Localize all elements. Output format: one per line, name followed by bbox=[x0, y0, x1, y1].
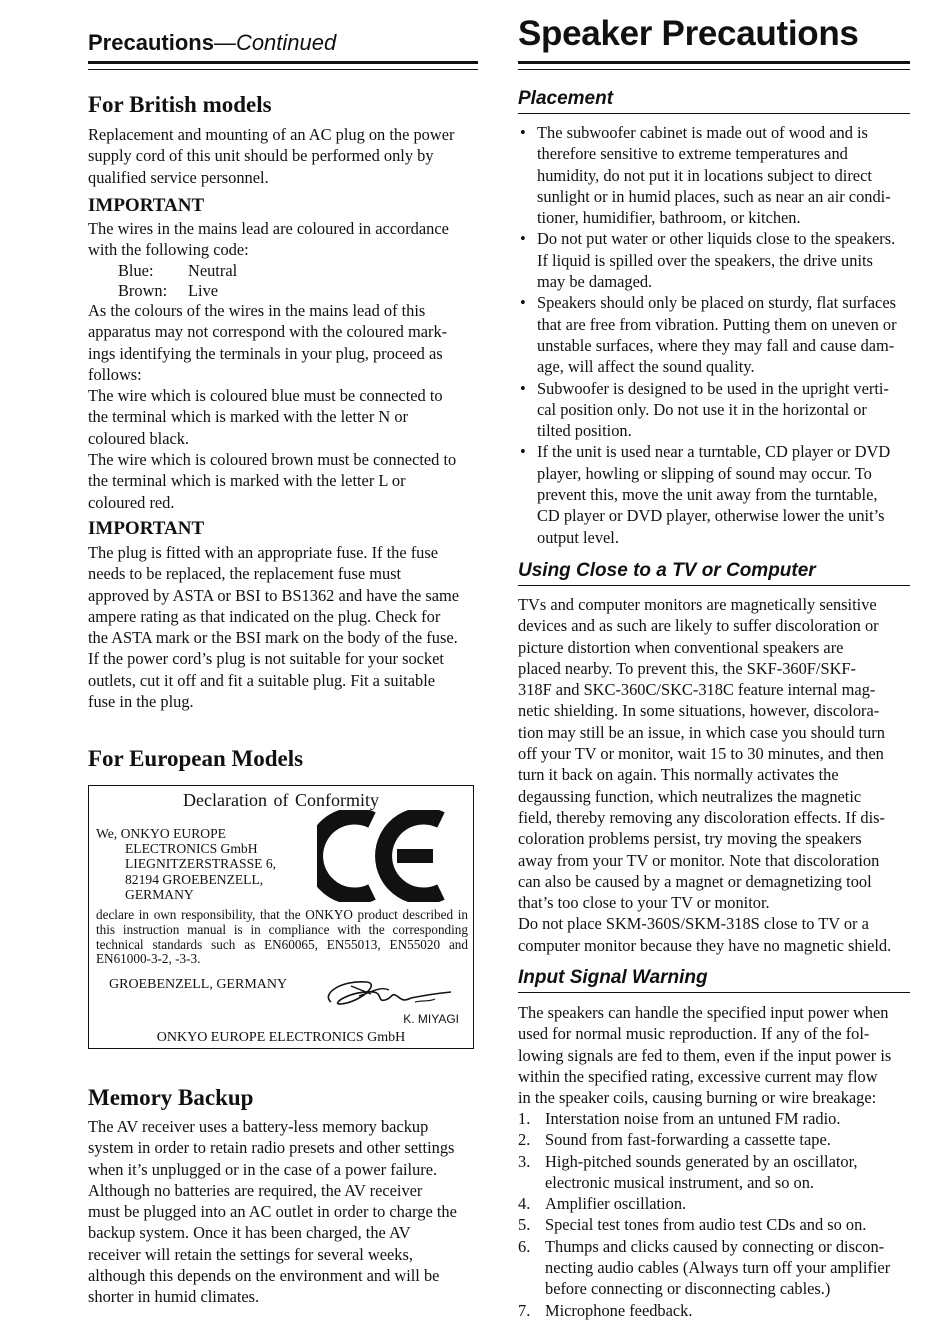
text-line: necting audio cables (Always turn off your amplifier bbox=[545, 1258, 891, 1278]
declaration-address bbox=[96, 826, 276, 902]
text-line: picture distortion when conventional speakers are bbox=[518, 637, 844, 657]
list-item bbox=[518, 292, 910, 377]
item-number: 1. bbox=[518, 1109, 531, 1128]
text-line: tion may still be an issue, in which case you should turn bbox=[518, 722, 885, 742]
text-line: turn it back on again. This normally activates the bbox=[518, 765, 839, 785]
running-head-title: Precautions bbox=[88, 30, 214, 55]
text-line: Do not put water or other liquids close to the speakers. bbox=[537, 229, 896, 249]
code-key: Brown: bbox=[118, 281, 168, 300]
text-line: netic shielding. In some situations, however, discolora- bbox=[518, 701, 880, 721]
text-line: Interstation noise from an untuned FM radio. bbox=[545, 1109, 841, 1128]
text-line: The AV receiver uses a battery-less memory backup bbox=[88, 1117, 429, 1136]
input-signal-heading: Input Signal Warning bbox=[518, 967, 910, 993]
bullet-icon: • bbox=[520, 293, 526, 313]
list-item bbox=[518, 441, 910, 547]
text-line: Speakers should only be placed on sturdy, flat surfaces bbox=[537, 293, 896, 313]
text-line: sunlight or in humid places, such as near an air condi- bbox=[537, 186, 891, 206]
text-line: Do not place SKM-360S/SKM-318S close to TV or a bbox=[518, 914, 869, 934]
text-line: off your TV or monitor, wait 15 to 30 minutes, and then bbox=[518, 744, 884, 764]
page-title: Speaker Precautions bbox=[518, 14, 859, 53]
text-line: age, will affect the sound quality. bbox=[537, 357, 755, 377]
text-line: that are free from vibration. Putting them on uneven or bbox=[537, 314, 897, 334]
text-line: Microphone feedback. bbox=[545, 1300, 693, 1320]
text-line: supply cord of this unit should be performed only by bbox=[88, 146, 434, 166]
text-line: tioner, humidifier, bathroom, or kitchen. bbox=[537, 208, 801, 228]
text-line: ampere rating as that indicated on the plug. Check for bbox=[88, 606, 441, 626]
text-line: away from your TV or monitor. Note that discoloration bbox=[518, 850, 880, 870]
text-line: therefore sensitive to extreme temperatures and bbox=[537, 144, 848, 164]
text-line: computer monitor because they have no magnetic shield. bbox=[518, 935, 892, 955]
list-item bbox=[518, 1236, 910, 1300]
address-line: GERMANY bbox=[125, 886, 194, 902]
text-line: humidity, do not put it in locations subject to direct bbox=[537, 165, 872, 185]
text-line: in the speaker coils, causing burning or wire breakage: bbox=[518, 1088, 877, 1108]
text-line: output level. bbox=[537, 527, 619, 547]
tv-computer-heading: Using Close to a TV or Computer bbox=[518, 560, 910, 586]
tv-computer-body bbox=[518, 594, 910, 956]
text-line: The wire which is coloured brown must be connected to bbox=[88, 450, 457, 470]
running-head bbox=[88, 30, 478, 56]
text-line: system in order to retain radio presets and other settings bbox=[88, 1138, 455, 1158]
declaration-place: GROEBENZELL, GERMANY bbox=[109, 977, 288, 992]
list-item bbox=[518, 1214, 910, 1235]
address-line: 82194 GROEBENZELL, bbox=[125, 871, 264, 887]
list-item bbox=[518, 228, 910, 292]
list-item bbox=[518, 378, 910, 442]
text-line: may be damaged. bbox=[537, 272, 653, 292]
text-line: must be plugged into an AC outlet in order to charge the bbox=[88, 1202, 457, 1222]
code-row-brown bbox=[118, 281, 218, 301]
placement-list bbox=[518, 122, 910, 548]
text-line: Special test tones from audio test CDs and so on. bbox=[545, 1215, 867, 1235]
text-line: when it’s unplugged or in the case of a power failure. bbox=[88, 1159, 438, 1179]
text-line: can also be caused by a magnet or demagnetizing tool bbox=[518, 871, 872, 891]
ce-mark-logo bbox=[317, 810, 447, 902]
input-signal-list bbox=[518, 1108, 910, 1321]
code-val: Neutral bbox=[188, 261, 238, 280]
text-line: coloration problems persist, try moving the speakers bbox=[518, 829, 862, 849]
text-line: The wire which is coloured blue must be connected to bbox=[88, 386, 443, 406]
text-line: apparatus may not correspond with the coloured mark- bbox=[88, 322, 448, 342]
text-line: shorter in humid climates. bbox=[88, 1287, 260, 1307]
text-line: If the unit is used near a turntable, CD player or DVD bbox=[537, 442, 891, 462]
text-line: Subwoofer is designed to be used in the upright verti- bbox=[537, 378, 889, 398]
declaration-company: ONKYO EUROPE ELECTRONICS GmbH bbox=[156, 1030, 406, 1045]
declaration-box bbox=[88, 785, 474, 1049]
text-line: backup system. Once it has been charged, the AV bbox=[88, 1223, 411, 1243]
code-key: Blue: bbox=[118, 261, 154, 280]
important-heading-2: IMPORTANT bbox=[88, 518, 205, 539]
list-item bbox=[518, 1300, 910, 1321]
text-line: the ASTA mark or the BSI mark on the body of the fuse. bbox=[88, 628, 458, 648]
text-line: prevent this, move the unit away from the turntable, bbox=[537, 485, 878, 505]
memory-backup-body bbox=[88, 1116, 457, 1308]
text-line: before connecting or disconnecting cables.) bbox=[545, 1279, 831, 1299]
bullet-icon: • bbox=[520, 229, 526, 249]
text-line: ings identifying the terminals in your plug, proceed as bbox=[88, 343, 443, 363]
text-line: within the specified rating, excessive current may flow bbox=[518, 1066, 878, 1086]
text-line: that’s too close to your TV or monitor. bbox=[518, 893, 770, 913]
text-line: used for normal music reproduction. If any of the fol- bbox=[518, 1024, 870, 1044]
text-line: follows: bbox=[88, 364, 142, 384]
text-line: As the colours of the wires in the mains lead of this bbox=[88, 301, 426, 320]
list-item bbox=[518, 122, 910, 228]
text-line: TVs and computer monitors are magnetically sensitive bbox=[518, 595, 877, 614]
european-models-heading: For European Models bbox=[88, 746, 304, 771]
text-line: High-pitched sounds generated by an oscillator, bbox=[545, 1151, 858, 1171]
item-number: 3. bbox=[518, 1151, 531, 1171]
text-line: outlets, cut it off and fit a suitable plug. Fit a suitable bbox=[88, 670, 436, 690]
address-line: LIEGNITZERSTRASSE 6, bbox=[125, 856, 277, 872]
text-line: tilted position. bbox=[537, 421, 632, 441]
text-line: If liquid is spilled over the speakers, the drive units bbox=[537, 250, 873, 270]
wires-body bbox=[88, 300, 456, 513]
text-line: qualified service personnel. bbox=[88, 167, 269, 187]
text-line: with the following code: bbox=[88, 240, 249, 260]
declaration-statement: declare in own responsibility, that the ONKYO product described in this instruction manual is in compliance with the corresponding technical standards such as EN60065, EN55013, EN55020 and EN61000-3-2, -3-3. bbox=[96, 907, 468, 967]
british-models-heading: For British models bbox=[88, 92, 272, 117]
declaration-signatory: K. MIYAGI bbox=[403, 1012, 459, 1026]
text-line: approved by ASTA or BSI to BS1362 and have the same bbox=[88, 585, 460, 605]
list-item bbox=[518, 1151, 910, 1194]
bullet-icon: • bbox=[520, 378, 526, 398]
input-signal-intro bbox=[518, 1002, 910, 1108]
important-heading-1: IMPORTANT bbox=[88, 195, 205, 216]
text-line: the terminal which is marked with the letter L or bbox=[88, 471, 406, 491]
address-line: ONKYO EUROPE bbox=[120, 826, 226, 841]
text-line: Although no batteries are required, the AV receiver bbox=[88, 1180, 423, 1200]
text-line: lowing signals are fed to them, even if the input power is bbox=[518, 1045, 892, 1065]
text-line: placed nearby. To prevent this, the SKF-360F/SKF- bbox=[518, 658, 857, 678]
text-line: 318F and SKC-360C/SKC-318C feature internal mag- bbox=[518, 680, 876, 700]
text-line: electronic musical instrument, and so on. bbox=[545, 1172, 815, 1192]
fuse-body bbox=[88, 542, 459, 712]
text-line: although this depends on the environment and will be bbox=[88, 1266, 440, 1286]
signature-image bbox=[311, 972, 461, 1014]
item-number: 6. bbox=[518, 1236, 531, 1256]
text-line: fuse in the plug. bbox=[88, 692, 194, 712]
text-line: player, howling or slipping of sound may occur. To bbox=[537, 463, 872, 483]
text-line: Thumps and clicks caused by connecting or discon- bbox=[545, 1236, 885, 1256]
text-line: coloured red. bbox=[88, 492, 175, 512]
text-line: coloured black. bbox=[88, 428, 190, 448]
list-item bbox=[518, 1193, 910, 1214]
text-line: The plug is fitted with an appropriate fuse. If the fuse bbox=[88, 543, 439, 562]
item-number: 2. bbox=[518, 1130, 531, 1150]
list-item bbox=[518, 1108, 910, 1129]
text-line: devices and as such are likely to suffer discoloration or bbox=[518, 616, 879, 636]
code-row-blue bbox=[118, 261, 237, 281]
wires-intro bbox=[88, 218, 449, 261]
placement-heading: Placement bbox=[518, 88, 910, 114]
text-line: degaussing function, which neutralizes the magnetic bbox=[518, 786, 862, 806]
list-item bbox=[518, 1129, 910, 1150]
item-number: 5. bbox=[518, 1215, 531, 1235]
text-line: CD player or DVD player, otherwise lower the unit’s bbox=[537, 506, 885, 526]
bullet-icon: • bbox=[520, 123, 526, 142]
text-line: The speakers can handle the specified input power when bbox=[518, 1003, 889, 1022]
text-line: the terminal which is marked with the letter N or bbox=[88, 407, 408, 427]
bullet-icon: • bbox=[520, 442, 526, 462]
british-intro bbox=[88, 124, 454, 188]
header-rule bbox=[88, 61, 478, 70]
title-rule bbox=[518, 61, 910, 70]
running-head-continued: —Continued bbox=[213, 30, 337, 55]
we-label: We, bbox=[96, 826, 118, 841]
text-line: Replacement and mounting of an AC plug on the power bbox=[88, 125, 455, 144]
address-line: ELECTRONICS GmbH bbox=[125, 841, 258, 857]
text-line: field, thereby removing any discoloration effects. If dis- bbox=[518, 807, 886, 827]
declaration-title: Declaration of Conformity bbox=[183, 790, 379, 810]
text-line: cal position only. Do not use it in the horizontal or bbox=[537, 399, 867, 419]
text-line: If the power cord’s plug is not suitable for your socket bbox=[88, 649, 444, 669]
text-line: Sound from fast-forwarding a cassette tape. bbox=[545, 1130, 831, 1150]
code-val: Live bbox=[188, 281, 219, 300]
text-line: receiver will retain the settings for several weeks, bbox=[88, 1244, 413, 1264]
memory-backup-heading: Memory Backup bbox=[88, 1085, 254, 1110]
item-number: 4. bbox=[518, 1194, 531, 1214]
text-line: The wires in the mains lead are coloured in accordance bbox=[88, 219, 449, 238]
text-line: Amplifier oscillation. bbox=[545, 1194, 687, 1214]
text-line: unstable surfaces, where they may fall and cause dam- bbox=[537, 335, 895, 355]
text-line: needs to be replaced, the replacement fuse must bbox=[88, 564, 402, 584]
text-line: The subwoofer cabinet is made out of wood and is bbox=[537, 123, 868, 142]
item-number: 7. bbox=[518, 1300, 531, 1320]
